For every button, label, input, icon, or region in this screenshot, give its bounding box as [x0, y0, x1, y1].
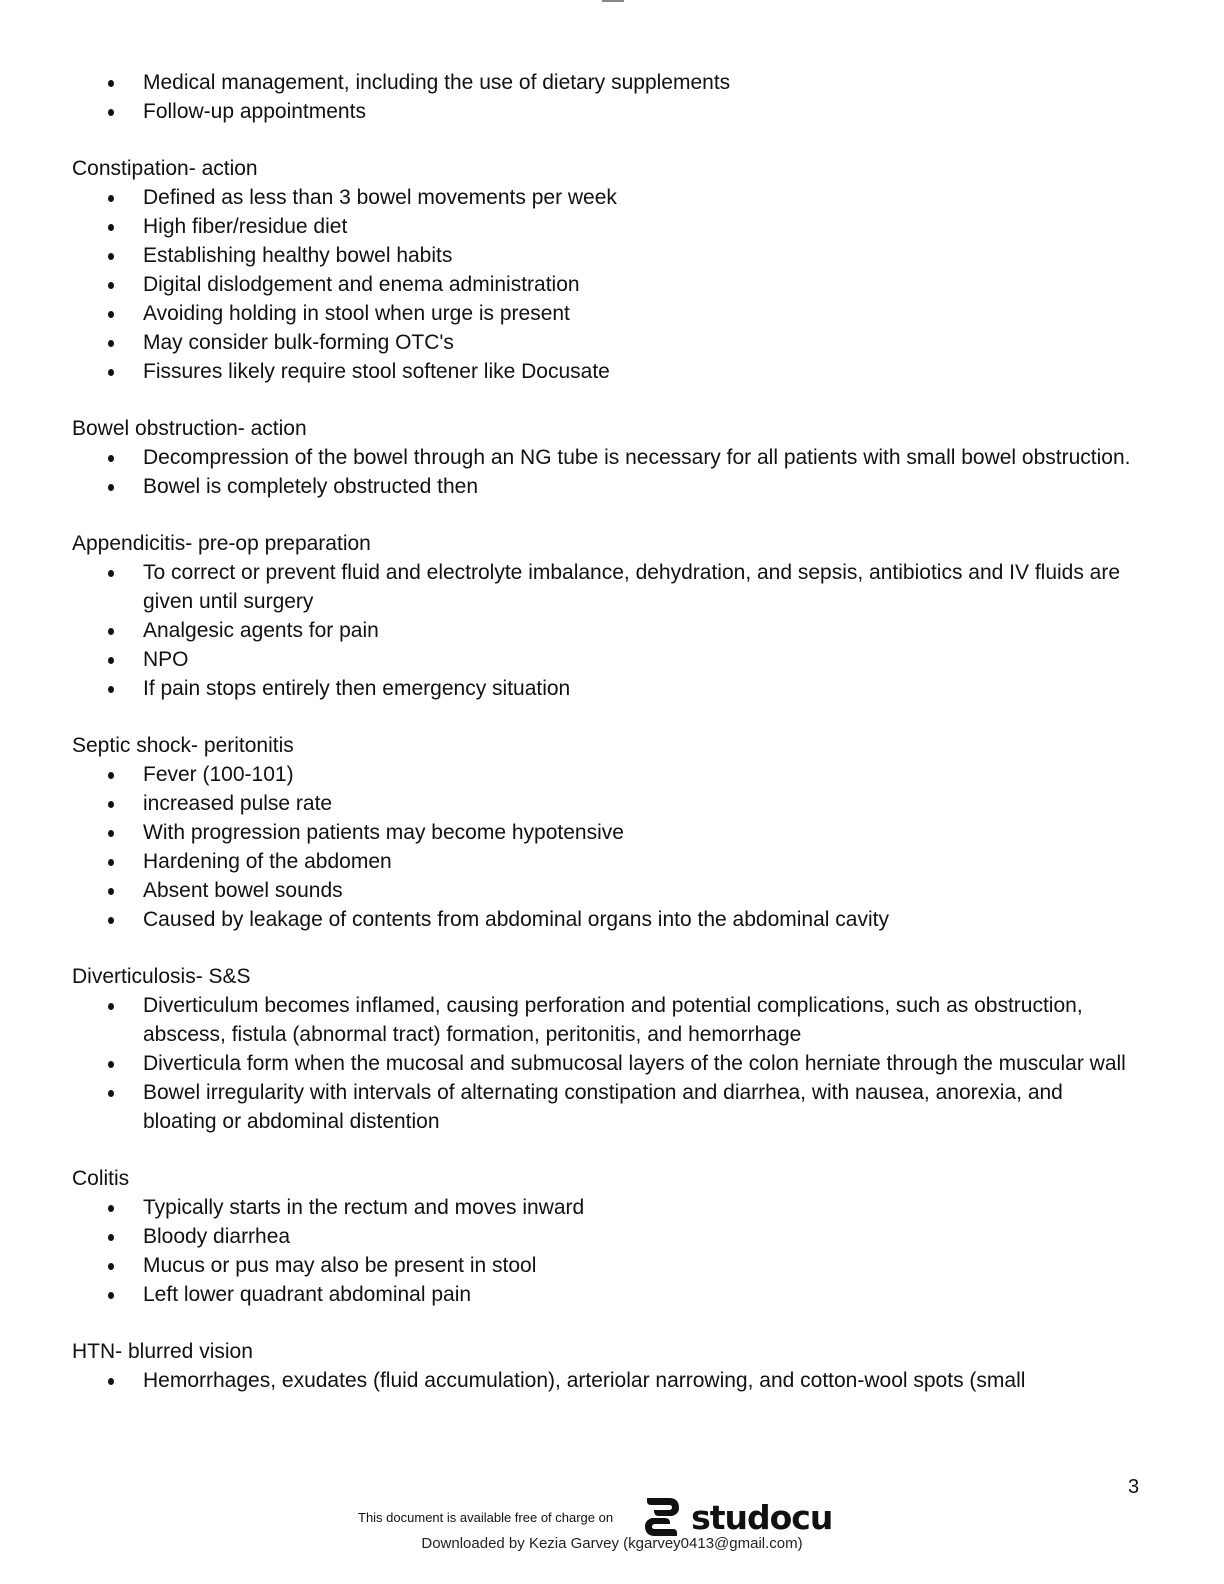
list-item: Diverticula form when the mucosal and submucosal layers of the colon herniate through the muscular wall — [143, 1049, 1132, 1078]
section-heading: Bowel obstruction- action — [72, 417, 307, 440]
list-item: increased pulse rate — [143, 789, 1132, 818]
list-item: To correct or prevent fluid and electrolyte imbalance, dehydration, and sepsis, antibiotics and IV fluids are given until surgery — [143, 558, 1132, 616]
list-item: Digital dislodgement and enema administration — [143, 270, 1132, 299]
downloaded-by-text: Downloaded by Kezia Garvey (kgarvey0413@gmail.com) — [421, 1535, 803, 1552]
bullet-list — [72, 558, 1132, 703]
section-diverticulosis — [72, 962, 1132, 1136]
list-item: Hemorrhages, exudates (fluid accumulation), arteriolar narrowing, and cotton-wool spots (small — [143, 1366, 1132, 1395]
list-item: Defined as less than 3 bowel movements per week — [143, 183, 1132, 212]
section-heading: Diverticulosis- S&S — [72, 965, 251, 988]
list-item: Analgesic agents for pain — [143, 616, 1132, 645]
list-item: Caused by leakage of contents from abdominal organs into the abdominal cavity — [143, 905, 1132, 934]
list-item: Medical management, including the use of dietary supplements — [143, 68, 1132, 97]
list-item: May consider bulk-forming OTC's — [143, 328, 1132, 357]
section-colitis — [72, 1164, 1132, 1309]
bullet-list — [72, 1366, 1132, 1395]
section-heading: Constipation- action — [72, 157, 258, 180]
list-item: Typically starts in the rectum and moves inward — [143, 1193, 1132, 1222]
list-item: Absent bowel sounds — [143, 876, 1132, 905]
section-constipation — [72, 154, 1132, 386]
document-body — [72, 68, 1132, 1423]
section-heading: HTN- blurred vision — [72, 1340, 253, 1363]
list-item: Bloody diarrhea — [143, 1222, 1132, 1251]
footer-banner[interactable] — [358, 1497, 878, 1537]
list-item: With progression patients may become hypotensive — [143, 818, 1132, 847]
list-item: Fissures likely require stool softener like Docusate — [143, 357, 1132, 386]
bullet-list — [72, 443, 1132, 501]
list-item: Fever (100-101) — [143, 760, 1132, 789]
section-htn — [72, 1337, 1132, 1395]
section-heading: Colitis — [72, 1167, 130, 1190]
list-item: Avoiding holding in stool when urge is present — [143, 299, 1132, 328]
studocu-logo[interactable] — [639, 1494, 832, 1540]
section-appendicitis — [72, 529, 1132, 703]
availability-text: This document is available free of charge on — [358, 1509, 614, 1525]
list-item: Left lower quadrant abdominal pain — [143, 1280, 1132, 1309]
section-septic-shock — [72, 731, 1132, 934]
list-item: NPO — [143, 645, 1132, 674]
continuation-section — [72, 68, 1132, 126]
studocu-logo-icon — [639, 1494, 685, 1540]
top-edge-mark — [602, 0, 624, 2]
bullet-list — [72, 760, 1132, 934]
section-heading: Septic shock- peritonitis — [72, 734, 294, 757]
list-item: Decompression of the bowel through an NG tube is necessary for all patients with small bowel obstruction. — [143, 443, 1132, 472]
page-number: 3 — [1128, 1476, 1140, 1498]
section-bowel-obstruction — [72, 414, 1132, 501]
list-item: High fiber/residue diet — [143, 212, 1132, 241]
bullet-list — [72, 1193, 1132, 1309]
list-item: Bowel irregularity with intervals of alternating constipation and diarrhea, with nausea, anorexia, and bloating or abdominal distention — [143, 1078, 1132, 1136]
list-item: Mucus or pus may also be present in stool — [143, 1251, 1132, 1280]
list-item: Bowel is completely obstructed then — [143, 472, 1132, 501]
list-item: Hardening of the abdomen — [143, 847, 1132, 876]
bullet-list — [72, 991, 1132, 1136]
studocu-wordmark: studocu — [691, 1497, 833, 1537]
list-item: Follow-up appointments — [143, 97, 1132, 126]
section-heading: Appendicitis- pre-op preparation — [72, 532, 371, 555]
bullet-list — [72, 68, 1132, 126]
list-item: Diverticulum becomes inflamed, causing perforation and potential complications, such as obstruction, abscess, fistula (abnormal tract) formation, peritonitis, and hemorrhage — [143, 991, 1132, 1049]
bullet-list — [72, 183, 1132, 386]
list-item: If pain stops entirely then emergency situation — [143, 674, 1132, 703]
list-item: Establishing healthy bowel habits — [143, 241, 1132, 270]
